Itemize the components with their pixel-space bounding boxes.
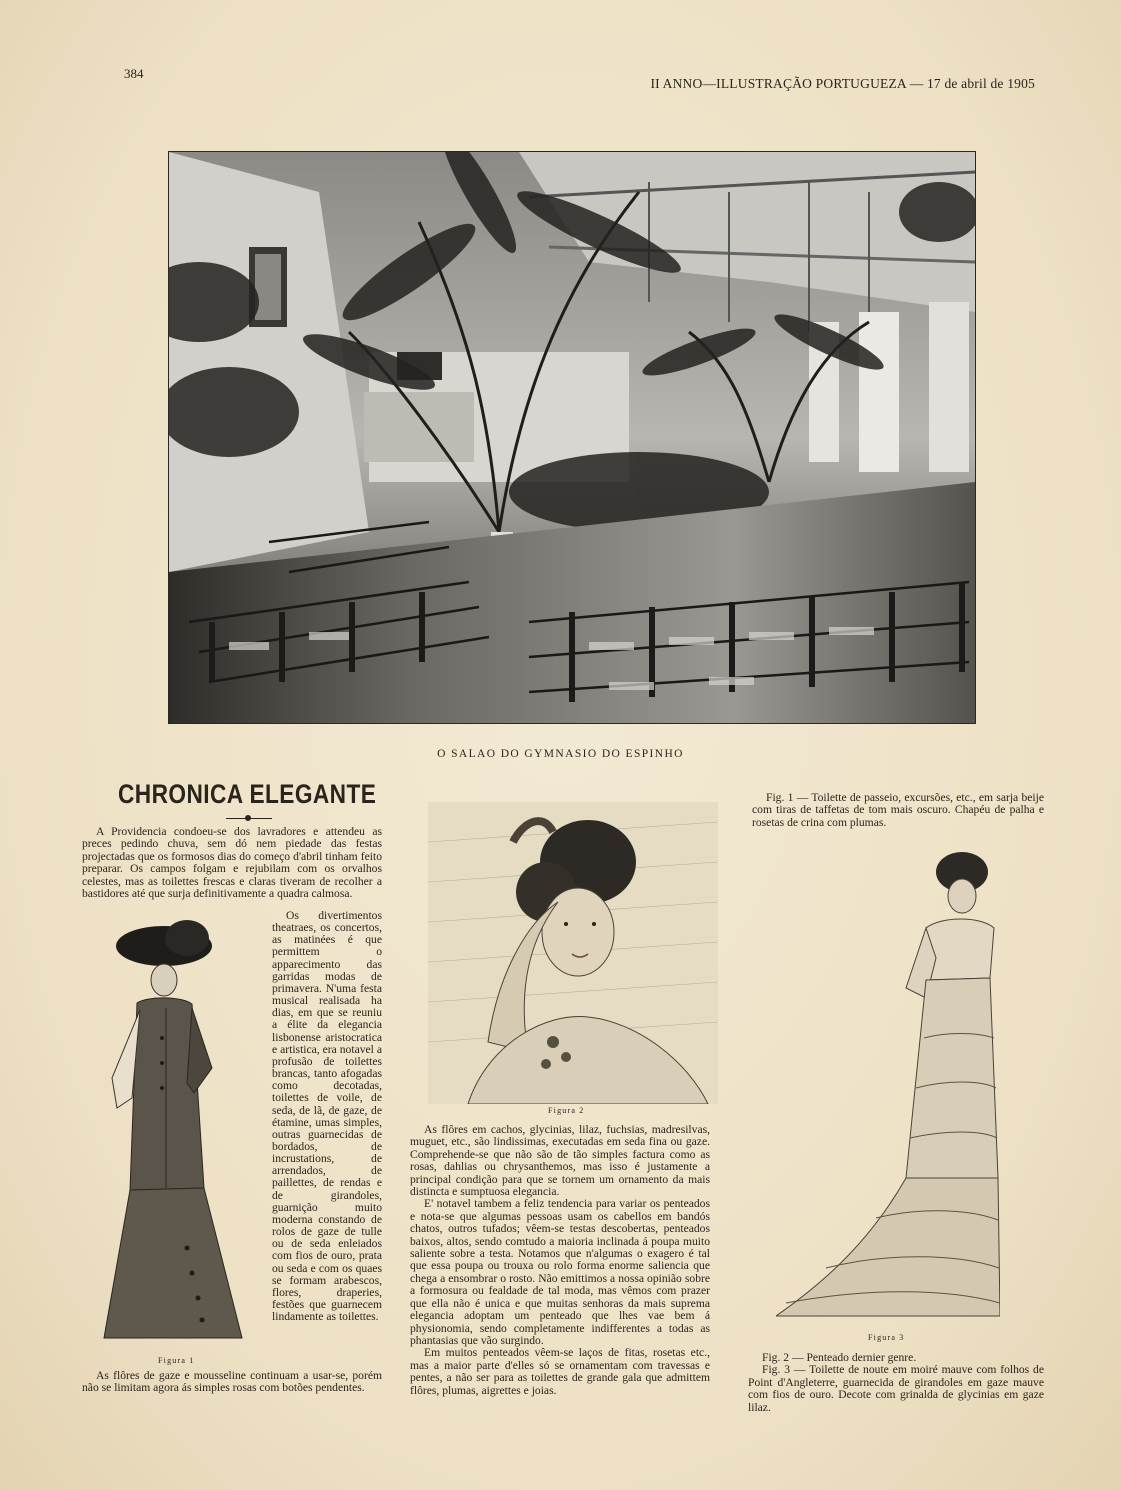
- intro-paragraph: A Providencia condoeu-se dos lavradores e attendeu as preces pedindo chuva, sem dó nem piedade das festas projectadas que os formosos dias do começo d'abril tinham feito preparar. Os campos folgam e rejubilam com os orvalhos celestes, mas as toilettes frescas e claras tiveram de recolher a bastidores até que surja definitivamente a quadra calmosa.: [82, 825, 382, 901]
- column-2-paragraph-2: E' notavel tambem a feliz tendencia para variar os penteados e nota-se que algumas pessoas usam os cabellos em bandós chatos, outros tufados; vêem-se testas descobertas, penteados baixos, altos, sendo comtudo a maioria inclinada á poupa muito saliente sobre a testa. Notamos que n'algumas o exagero é tal que essa poupa ou trouxa ou rolo forma enorme saliencia que chega a ensombrar o rosto. Não emittimos a nossa opinião sobre a formosura ou fealdade de tal moda, mas vêmos com prazer que ella não é unica e que muitas senhoras da mais suprema elegancia adoptam um penteado que lhes vae bem á physionomia, sendo completamente indifferentes a todas as phantasias que vão surgindo.: [410, 1197, 710, 1347]
- figure-1-description: [752, 792, 1044, 829]
- figure-3-illustration: [776, 848, 1000, 1318]
- fig1-desc-text: Fig. 1 — Toilette de passeio, excursões, etc., em sarja beije com tiras de taffetas de tom mais oscuro. Chapéu de palha e rosetas de crina com plumas.: [752, 791, 1044, 829]
- photo-caption: O SALAO DO GYMNASIO DO ESPINHO: [437, 748, 684, 760]
- column-1-bottom-paragraph: As flôres de gaze e mousseline continuam a usar-se, porém não se limitam agora ás simples rosas com botões pendentes.: [82, 1369, 382, 1395]
- figure-3-caption: Figura 3: [868, 1333, 905, 1342]
- column-2-paragraph-1: As flôres em cachos, glycinias, lilaz, fuchsias, madresilvas, muguet, etc., são lindissimas, executadas em seda fina ou gaze. Comprehende-se que não são de tão simples factura como as rosas, dahlias ou chrysanthemos, mas isso é justamente a principal condição para que se tornem um ornamento da mais distincta e sumptuosa elegancia.: [410, 1123, 710, 1199]
- narrow-paragraph: Os divertimentos theatraes, os concertos, as matinées é que permittem o apparecimento das garridas modas de primavera. N'uma festa musical realisada ha dias, em que se reuniu a élite da elegancia lisbonense aristocratica e artistica, era notavel a profusão de toilettes brancas, tanto afogadas como decotadas, toilettes de voile, de seda, de lã, de gaze, de étamine, umas simples, outras guarnecidas de bordados, de incrustations, de arrendados, de paillettes, de rendas e de girandoles, guarnição muito moderna constando de rolos de gaze de tulle ou de seda enleiados com fios de ouro, prata ou seda e com os quaes se formam arabescos, flores, draperies, festões que guarnecem lindamente as toilettes.: [272, 909, 382, 1324]
- fig3-desc-text: Fig. 3 — Toilette de noute em moiré mauve com folhos de Point d'Angleterre, guarnecida de girandoles em gaze mauve com fios de ouro. Decote com grinalda de glycinias em gaze lilaz.: [748, 1363, 1044, 1414]
- column-2-text: [410, 1124, 710, 1397]
- column-1-bottom: [82, 1370, 382, 1395]
- article-intro: [82, 826, 382, 900]
- column-2-paragraph-3: Em muitos penteados vêem-se laços de fitas, rosetas etc., mas a maior parte d'elles só se ornamentam com travessas e pentes, a não ser para as toilettes de grande gala que admittem flôres, plumas, aigrettes e joias.: [410, 1346, 710, 1397]
- title-ornament: [245, 815, 251, 821]
- figure-1-illustration: [92, 918, 272, 1348]
- page-number: 384: [124, 66, 144, 81]
- gymnasium-photo: [168, 151, 976, 724]
- figure-2-illustration: [428, 802, 718, 1104]
- figure-2-caption: Figura 2: [548, 1106, 585, 1115]
- column-1-narrow: [272, 910, 382, 1323]
- fig2-desc-text: Fig. 2 — Penteado dernier genre.: [762, 1351, 917, 1364]
- article-title: CHRONICA ELEGANTE: [118, 779, 377, 809]
- running-title: II ANNO—ILLUSTRAÇÃO PORTUGUEZA — 17 de abril de 1905: [650, 76, 1035, 91]
- figure-2-3-descriptions: [748, 1352, 1044, 1414]
- figure-1-caption: Figura 1: [158, 1356, 195, 1365]
